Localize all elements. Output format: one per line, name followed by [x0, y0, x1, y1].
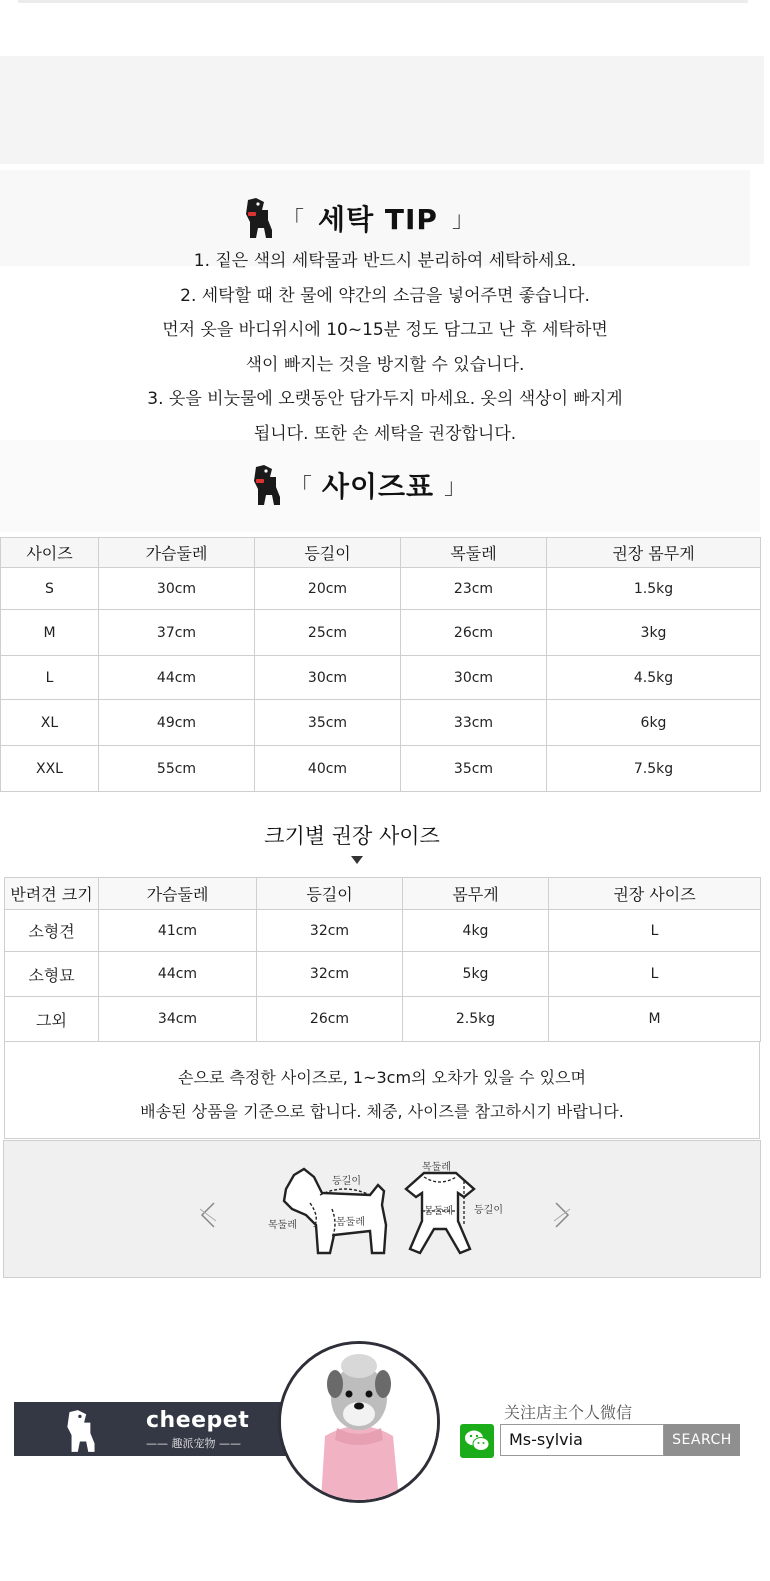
table-cell: 44cm	[99, 952, 257, 997]
wash-tip-heading	[0, 196, 716, 240]
wash-tip-line: 색이 빠지는 것을 방지할 수 있습니다.	[245, 354, 525, 375]
brand-name: cheepet	[146, 1408, 250, 1433]
table-row	[5, 910, 761, 952]
size-chart-header-cell: 권장 몸무게	[547, 538, 761, 568]
table-cell: 32cm	[257, 952, 403, 997]
search-button[interactable]: SEARCH	[664, 1424, 740, 1456]
table-cell: 41cm	[99, 910, 257, 952]
dog-mascot-icon	[250, 463, 286, 507]
measurement-diagram	[3, 1140, 761, 1278]
table-cell: 33cm	[401, 700, 547, 746]
table-cell: 35cm	[255, 700, 401, 746]
table-cell: M	[1, 610, 99, 656]
recommend-header-cell: 등길이	[257, 878, 403, 910]
size-chart-bracket-open: 「	[289, 474, 312, 500]
table-cell: 30cm	[255, 656, 401, 700]
table-cell: 40cm	[255, 746, 401, 792]
table-row	[5, 997, 761, 1042]
diagram-label-shirt-neck: 목둘레	[422, 1162, 451, 1173]
table-cell: 1.5kg	[547, 568, 761, 610]
table-row	[1, 568, 761, 610]
table-cell: 그외	[5, 997, 99, 1042]
wash-tip-line: 2. 세탁할 때 찬 물에 약간의 소금을 넣어주면 좋습니다.	[180, 285, 590, 306]
size-chart-bracket-close: 」	[444, 474, 467, 500]
table-cell: 26cm	[257, 997, 403, 1042]
note-line: 손으로 측정한 사이즈로, 1~3cm의 오차가 있을 수 있으며	[178, 1068, 586, 1087]
note-line: 배송된 상품을 기준으로 합니다. 체중, 사이즈를 참고하시기 바랍니다.	[140, 1102, 624, 1121]
diagram-label-shirt-back: 등길이	[474, 1205, 503, 1216]
table-row	[1, 656, 761, 700]
diagram-label-shirt-chest: 몸둘레	[424, 1206, 453, 1217]
table-cell: 55cm	[99, 746, 255, 792]
table-cell: 44cm	[99, 656, 255, 700]
table-cell: 23cm	[401, 568, 547, 610]
size-chart-header-cell: 목둘레	[401, 538, 547, 568]
table-cell: 소형견	[5, 910, 99, 952]
size-chart-header-cell: 등길이	[255, 538, 401, 568]
dog-photo	[278, 1341, 440, 1503]
table-cell: L	[549, 910, 761, 952]
table-row	[5, 952, 761, 997]
diagram-label-neck: 목둘레	[268, 1220, 297, 1231]
recommend-table	[4, 877, 761, 1042]
table-cell: 4kg	[403, 910, 549, 952]
recommend-header-cell: 반려견 크기	[5, 878, 99, 910]
grey-banner	[0, 56, 764, 164]
wechat-id-field[interactable]: Ms-sylvia	[500, 1424, 664, 1456]
table-cell: S	[1, 568, 99, 610]
triangle-down-icon	[351, 856, 363, 864]
table-cell: 소형묘	[5, 952, 99, 997]
table-cell: 32cm	[257, 910, 403, 952]
brand-subtitle: —— 趣派宠物 ——	[146, 1437, 241, 1450]
chevron-left-icon[interactable]	[198, 1201, 218, 1229]
top-divider	[18, 0, 748, 3]
recommend-title: 크기별 권장 사이즈	[264, 824, 440, 848]
recommend-header-cell: 가슴둘레	[99, 878, 257, 910]
recommend-header-cell: 권장 사이즈	[549, 878, 761, 910]
table-row	[1, 610, 761, 656]
diagram-label-back: 등길이	[332, 1176, 361, 1187]
size-chart-heading	[0, 463, 716, 507]
table-cell: 7.5kg	[547, 746, 761, 792]
wash-tip-bracket-close: 」	[451, 207, 474, 233]
dog-mascot-icon	[242, 196, 278, 240]
table-cell: XXL	[1, 746, 99, 792]
table-cell: 5kg	[403, 952, 549, 997]
size-chart-header-cell: 사이즈	[1, 538, 99, 568]
table-cell: 4.5kg	[547, 656, 761, 700]
table-cell: 2.5kg	[403, 997, 549, 1042]
table-cell: 37cm	[99, 610, 255, 656]
table-cell: L	[549, 952, 761, 997]
size-chart-table	[0, 537, 761, 792]
table-cell: 49cm	[99, 700, 255, 746]
table-row	[1, 700, 761, 746]
table-cell: 6kg	[547, 700, 761, 746]
wash-tip-line: 3. 옷을 비눗물에 오랫동안 담가두지 마세요. 옷의 색상이 빠지게	[147, 389, 623, 409]
table-row	[1, 746, 761, 792]
table-cell: 35cm	[401, 746, 547, 792]
wash-tip-line: 먼저 옷을 바디위시에 10~15분 정도 담그고 난 후 세탁하면	[162, 320, 608, 340]
recommend-header-row	[5, 878, 761, 910]
size-chart-header-row	[1, 538, 761, 568]
wash-tip-bracket-open: 「	[282, 207, 305, 233]
table-cell: 3kg	[547, 610, 761, 656]
wash-tip-line: 됩니다. 또한 손 세탁을 권장합니다.	[253, 423, 517, 444]
wash-tip-text	[0, 244, 770, 451]
measurement-note	[4, 1041, 760, 1139]
table-cell: 30cm	[99, 568, 255, 610]
table-cell: 20cm	[255, 568, 401, 610]
wash-tip-line: 1. 짙은 색의 세탁물과 반드시 분리하여 세탁하세요.	[193, 251, 577, 271]
table-cell: XL	[1, 700, 99, 746]
table-cell: L	[1, 656, 99, 700]
table-cell: 26cm	[401, 610, 547, 656]
table-cell: 30cm	[401, 656, 547, 700]
table-cell: M	[549, 997, 761, 1042]
diagram-label-chest: 몸둘레	[336, 1217, 365, 1228]
recommend-header-cell: 몸무게	[403, 878, 549, 910]
chevron-right-icon[interactable]	[552, 1201, 572, 1229]
dog-mascot-icon	[62, 1408, 102, 1454]
table-cell: 25cm	[255, 610, 401, 656]
wechat-follow-title: 关注店主个人微信	[504, 1403, 633, 1422]
table-cell: 34cm	[99, 997, 257, 1042]
wash-tip-title: 세탁 TIP	[318, 203, 438, 236]
size-chart-title: 사이즈표	[321, 470, 435, 503]
wechat-icon	[460, 1424, 494, 1458]
size-chart-header-cell: 가슴둘레	[99, 538, 255, 568]
dog-in-sweater-image	[281, 1344, 437, 1500]
